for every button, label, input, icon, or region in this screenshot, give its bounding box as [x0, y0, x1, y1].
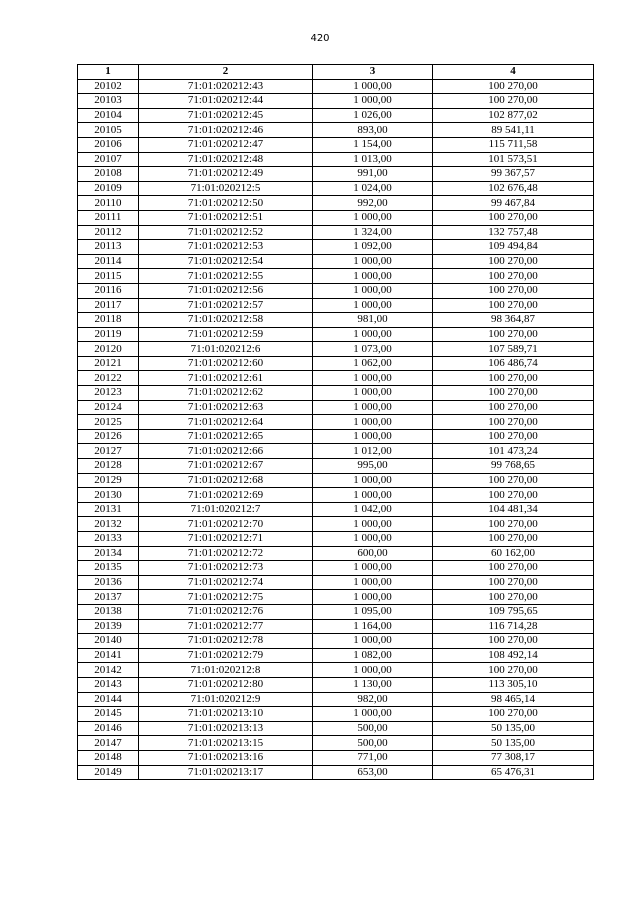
- value-cell: 108 492,14: [433, 648, 594, 663]
- table-row: [78, 283, 594, 298]
- row-number-cell: 20117: [78, 298, 139, 313]
- area-cell: 1 062,00: [313, 356, 433, 371]
- value-cell: 100 270,00: [433, 94, 594, 109]
- cadastral-number-cell: 71:01:020212:52: [139, 225, 313, 240]
- row-number-cell: 20147: [78, 736, 139, 751]
- row-number-cell: 20142: [78, 663, 139, 678]
- area-cell: 1 000,00: [313, 575, 433, 590]
- table-row: [78, 459, 594, 474]
- value-cell: 101 473,24: [433, 444, 594, 459]
- table-row: [78, 225, 594, 240]
- area-cell: 1 000,00: [313, 634, 433, 649]
- row-number-cell: 20132: [78, 517, 139, 532]
- area-cell: 1 042,00: [313, 502, 433, 517]
- cadastral-number-cell: 71:01:020212:76: [139, 604, 313, 619]
- table-row: [78, 707, 594, 722]
- row-number-cell: 20139: [78, 619, 139, 634]
- table-row: [78, 502, 594, 517]
- value-cell: 100 270,00: [433, 210, 594, 225]
- cadastral-number-cell: 71:01:020212:7: [139, 502, 313, 517]
- cadastral-number-cell: 71:01:020212:74: [139, 575, 313, 590]
- value-cell: 100 270,00: [433, 575, 594, 590]
- page-number: 420: [310, 33, 330, 44]
- table-row: [78, 94, 594, 109]
- area-cell: 1 013,00: [313, 152, 433, 167]
- area-cell: 1 000,00: [313, 94, 433, 109]
- value-cell: 100 270,00: [433, 79, 594, 94]
- value-cell: 100 270,00: [433, 488, 594, 503]
- row-number-cell: 20138: [78, 604, 139, 619]
- value-cell: 104 481,34: [433, 502, 594, 517]
- area-cell: 1 000,00: [313, 254, 433, 269]
- value-cell: 98 364,87: [433, 313, 594, 328]
- area-cell: 1 000,00: [313, 210, 433, 225]
- row-number-cell: 20104: [78, 108, 139, 123]
- area-cell: 653,00: [313, 765, 433, 780]
- area-cell: 981,00: [313, 313, 433, 328]
- cadastral-number-cell: 71:01:020212:5: [139, 181, 313, 196]
- area-cell: 893,00: [313, 123, 433, 138]
- area-cell: 1 000,00: [313, 532, 433, 547]
- row-number-cell: 20111: [78, 210, 139, 225]
- cadastral-number-cell: 71:01:020212:77: [139, 619, 313, 634]
- table-row: [78, 167, 594, 182]
- value-cell: 100 270,00: [433, 561, 594, 576]
- row-number-cell: 20148: [78, 750, 139, 765]
- value-cell: 100 270,00: [433, 532, 594, 547]
- cadastral-number-cell: 71:01:020212:73: [139, 561, 313, 576]
- table-row: [78, 415, 594, 430]
- area-cell: 1 000,00: [313, 269, 433, 284]
- row-number-cell: 20120: [78, 342, 139, 357]
- value-cell: 115 711,58: [433, 137, 594, 152]
- value-cell: 100 270,00: [433, 283, 594, 298]
- area-cell: 1 000,00: [313, 298, 433, 313]
- row-number-cell: 20130: [78, 488, 139, 503]
- cadastral-number-cell: 71:01:020213:16: [139, 750, 313, 765]
- value-cell: 106 486,74: [433, 356, 594, 371]
- table-row: [78, 79, 594, 94]
- area-cell: 1 073,00: [313, 342, 433, 357]
- data-table: [77, 64, 594, 780]
- area-cell: 1 000,00: [313, 590, 433, 605]
- cadastral-number-cell: 71:01:020212:54: [139, 254, 313, 269]
- table-row: [78, 254, 594, 269]
- cadastral-number-cell: 71:01:020212:80: [139, 677, 313, 692]
- row-number-cell: 20131: [78, 502, 139, 517]
- cadastral-number-cell: 71:01:020212:69: [139, 488, 313, 503]
- cadastral-number-cell: 71:01:020212:49: [139, 167, 313, 182]
- row-number-cell: 20109: [78, 181, 139, 196]
- area-cell: 1 000,00: [313, 400, 433, 415]
- area-cell: 1 000,00: [313, 488, 433, 503]
- cadastral-number-cell: 71:01:020212:64: [139, 415, 313, 430]
- cadastral-number-cell: 71:01:020212:53: [139, 240, 313, 255]
- area-cell: 1 000,00: [313, 561, 433, 576]
- table-row: [78, 561, 594, 576]
- cadastral-number-cell: 71:01:020212:57: [139, 298, 313, 313]
- area-cell: 1 092,00: [313, 240, 433, 255]
- table-row: [78, 590, 594, 605]
- row-number-cell: 20137: [78, 590, 139, 605]
- value-cell: 109 494,84: [433, 240, 594, 255]
- table-row: [78, 634, 594, 649]
- row-number-cell: 20122: [78, 371, 139, 386]
- row-number-cell: 20123: [78, 386, 139, 401]
- cadastral-number-cell: 71:01:020212:60: [139, 356, 313, 371]
- value-cell: 100 270,00: [433, 634, 594, 649]
- area-cell: 500,00: [313, 721, 433, 736]
- value-cell: 100 270,00: [433, 429, 594, 444]
- table-row: [78, 488, 594, 503]
- cadastral-number-cell: 71:01:020212:79: [139, 648, 313, 663]
- area-cell: 1 000,00: [313, 429, 433, 444]
- cadastral-number-cell: 71:01:020212:70: [139, 517, 313, 532]
- value-cell: 98 465,14: [433, 692, 594, 707]
- table-row: [78, 327, 594, 342]
- cadastral-number-cell: 71:01:020212:6: [139, 342, 313, 357]
- cadastral-number-cell: 71:01:020212:65: [139, 429, 313, 444]
- area-cell: 771,00: [313, 750, 433, 765]
- table-row: [78, 313, 594, 328]
- cadastral-number-cell: 71:01:020212:8: [139, 663, 313, 678]
- cadastral-number-cell: 71:01:020212:51: [139, 210, 313, 225]
- row-number-cell: 20118: [78, 313, 139, 328]
- cadastral-number-cell: 71:01:020212:45: [139, 108, 313, 123]
- row-number-cell: 20108: [78, 167, 139, 182]
- cadastral-number-cell: 71:01:020212:56: [139, 283, 313, 298]
- row-number-cell: 20135: [78, 561, 139, 576]
- cadastral-number-cell: 71:01:020212:78: [139, 634, 313, 649]
- row-number-cell: 20105: [78, 123, 139, 138]
- row-number-cell: 20107: [78, 152, 139, 167]
- value-cell: 99 467,84: [433, 196, 594, 211]
- row-number-cell: 20114: [78, 254, 139, 269]
- area-cell: 1 000,00: [313, 327, 433, 342]
- area-cell: 1 026,00: [313, 108, 433, 123]
- value-cell: 109 795,65: [433, 604, 594, 619]
- row-number-cell: 20136: [78, 575, 139, 590]
- area-cell: 1 000,00: [313, 415, 433, 430]
- value-cell: 77 308,17: [433, 750, 594, 765]
- value-cell: 100 270,00: [433, 371, 594, 386]
- cadastral-number-cell: 71:01:020212:47: [139, 137, 313, 152]
- value-cell: 89 541,11: [433, 123, 594, 138]
- value-cell: 113 305,10: [433, 677, 594, 692]
- row-number-cell: 20129: [78, 473, 139, 488]
- table-row: [78, 123, 594, 138]
- row-number-cell: 20124: [78, 400, 139, 415]
- value-cell: 65 476,31: [433, 765, 594, 780]
- row-number-cell: 20103: [78, 94, 139, 109]
- row-number-cell: 20119: [78, 327, 139, 342]
- row-number-cell: 20149: [78, 765, 139, 780]
- value-cell: 100 270,00: [433, 327, 594, 342]
- table-row: [78, 663, 594, 678]
- area-cell: 1 324,00: [313, 225, 433, 240]
- cadastral-number-cell: 71:01:020213:17: [139, 765, 313, 780]
- area-cell: 500,00: [313, 736, 433, 751]
- row-number-cell: 20128: [78, 459, 139, 474]
- area-cell: 1 082,00: [313, 648, 433, 663]
- cadastral-number-cell: 71:01:020212:63: [139, 400, 313, 415]
- area-cell: 1 000,00: [313, 283, 433, 298]
- row-number-cell: 20126: [78, 429, 139, 444]
- area-cell: 1 154,00: [313, 137, 433, 152]
- value-cell: 100 270,00: [433, 254, 594, 269]
- cadastral-number-cell: 71:01:020212:75: [139, 590, 313, 605]
- cadastral-number-cell: 71:01:020212:71: [139, 532, 313, 547]
- value-cell: 100 270,00: [433, 298, 594, 313]
- table-row: [78, 736, 594, 751]
- table-row: [78, 152, 594, 167]
- table-row: [78, 648, 594, 663]
- table-row: [78, 692, 594, 707]
- table-row: [78, 196, 594, 211]
- area-cell: 1 000,00: [313, 79, 433, 94]
- row-number-cell: 20133: [78, 532, 139, 547]
- value-cell: 100 270,00: [433, 415, 594, 430]
- row-number-cell: 20140: [78, 634, 139, 649]
- value-cell: 107 589,71: [433, 342, 594, 357]
- table-header: [78, 65, 594, 80]
- cadastral-number-cell: 71:01:020212:55: [139, 269, 313, 284]
- value-cell: 60 162,00: [433, 546, 594, 561]
- cadastral-number-cell: 71:01:020212:48: [139, 152, 313, 167]
- cadastral-number-cell: 71:01:020212:72: [139, 546, 313, 561]
- table-row: [78, 269, 594, 284]
- cadastral-number-cell: 71:01:020212:9: [139, 692, 313, 707]
- row-number-cell: 20112: [78, 225, 139, 240]
- table-row: [78, 371, 594, 386]
- table-row: [78, 765, 594, 780]
- cadastral-number-cell: 71:01:020212:46: [139, 123, 313, 138]
- value-cell: 50 135,00: [433, 721, 594, 736]
- table-row: [78, 210, 594, 225]
- cadastral-number-cell: 71:01:020212:67: [139, 459, 313, 474]
- value-cell: 101 573,51: [433, 152, 594, 167]
- table-row: [78, 240, 594, 255]
- area-cell: 1 024,00: [313, 181, 433, 196]
- row-number-cell: 20121: [78, 356, 139, 371]
- area-cell: 1 164,00: [313, 619, 433, 634]
- table-row: [78, 619, 594, 634]
- table-row: [78, 298, 594, 313]
- column-header-4: 4: [433, 65, 594, 80]
- table-row: [78, 137, 594, 152]
- value-cell: 100 270,00: [433, 386, 594, 401]
- area-cell: 1 000,00: [313, 371, 433, 386]
- area-cell: 1 000,00: [313, 386, 433, 401]
- table-row: [78, 356, 594, 371]
- table-body: [78, 79, 594, 780]
- table-row: [78, 721, 594, 736]
- table-row: [78, 181, 594, 196]
- row-number-cell: 20143: [78, 677, 139, 692]
- value-cell: 102 676,48: [433, 181, 594, 196]
- area-cell: 982,00: [313, 692, 433, 707]
- cadastral-number-cell: 71:01:020212:58: [139, 313, 313, 328]
- cadastral-number-cell: 71:01:020212:68: [139, 473, 313, 488]
- value-cell: 99 768,65: [433, 459, 594, 474]
- value-cell: 100 270,00: [433, 269, 594, 284]
- cadastral-number-cell: 71:01:020213:13: [139, 721, 313, 736]
- area-cell: 1 130,00: [313, 677, 433, 692]
- value-cell: 100 270,00: [433, 473, 594, 488]
- row-number-cell: 20127: [78, 444, 139, 459]
- value-cell: 100 270,00: [433, 663, 594, 678]
- row-number-cell: 20113: [78, 240, 139, 255]
- area-cell: 600,00: [313, 546, 433, 561]
- area-cell: 1 012,00: [313, 444, 433, 459]
- area-cell: 991,00: [313, 167, 433, 182]
- header-row: [78, 65, 594, 80]
- row-number-cell: 20115: [78, 269, 139, 284]
- column-header-1: 1: [78, 65, 139, 80]
- row-number-cell: 20144: [78, 692, 139, 707]
- area-cell: 992,00: [313, 196, 433, 211]
- area-cell: 1 000,00: [313, 473, 433, 488]
- table-row: [78, 575, 594, 590]
- cadastral-number-cell: 71:01:020212:50: [139, 196, 313, 211]
- table-row: [78, 400, 594, 415]
- row-number-cell: 20116: [78, 283, 139, 298]
- cadastral-number-cell: 71:01:020212:66: [139, 444, 313, 459]
- cadastral-number-cell: 71:01:020212:43: [139, 79, 313, 94]
- cadastral-number-cell: 71:01:020212:59: [139, 327, 313, 342]
- row-number-cell: 20106: [78, 137, 139, 152]
- area-cell: 1 000,00: [313, 707, 433, 722]
- row-number-cell: 20146: [78, 721, 139, 736]
- area-cell: 1 095,00: [313, 604, 433, 619]
- area-cell: 1 000,00: [313, 663, 433, 678]
- cadastral-number-cell: 71:01:020212:61: [139, 371, 313, 386]
- row-number-cell: 20134: [78, 546, 139, 561]
- value-cell: 50 135,00: [433, 736, 594, 751]
- column-header-3: 3: [313, 65, 433, 80]
- table-row: [78, 108, 594, 123]
- table-row: [78, 677, 594, 692]
- value-cell: 100 270,00: [433, 590, 594, 605]
- table-row: [78, 546, 594, 561]
- row-number-cell: 20102: [78, 79, 139, 94]
- table-row: [78, 750, 594, 765]
- table-row: [78, 444, 594, 459]
- area-cell: 995,00: [313, 459, 433, 474]
- value-cell: 132 757,48: [433, 225, 594, 240]
- table-row: [78, 386, 594, 401]
- row-number-cell: 20145: [78, 707, 139, 722]
- table-row: [78, 429, 594, 444]
- cadastral-number-cell: 71:01:020213:10: [139, 707, 313, 722]
- value-cell: 99 367,57: [433, 167, 594, 182]
- table-row: [78, 473, 594, 488]
- area-cell: 1 000,00: [313, 517, 433, 532]
- row-number-cell: 20141: [78, 648, 139, 663]
- cadastral-number-cell: 71:01:020212:62: [139, 386, 313, 401]
- value-cell: 116 714,28: [433, 619, 594, 634]
- row-number-cell: 20110: [78, 196, 139, 211]
- cadastral-number-cell: 71:01:020213:15: [139, 736, 313, 751]
- cadastral-number-cell: 71:01:020212:44: [139, 94, 313, 109]
- table-row: [78, 532, 594, 547]
- value-cell: 100 270,00: [433, 707, 594, 722]
- row-number-cell: 20125: [78, 415, 139, 430]
- table-row: [78, 342, 594, 357]
- table-row: [78, 517, 594, 532]
- column-header-2: 2: [139, 65, 313, 80]
- value-cell: 102 877,02: [433, 108, 594, 123]
- value-cell: 100 270,00: [433, 517, 594, 532]
- table-row: [78, 604, 594, 619]
- value-cell: 100 270,00: [433, 400, 594, 415]
